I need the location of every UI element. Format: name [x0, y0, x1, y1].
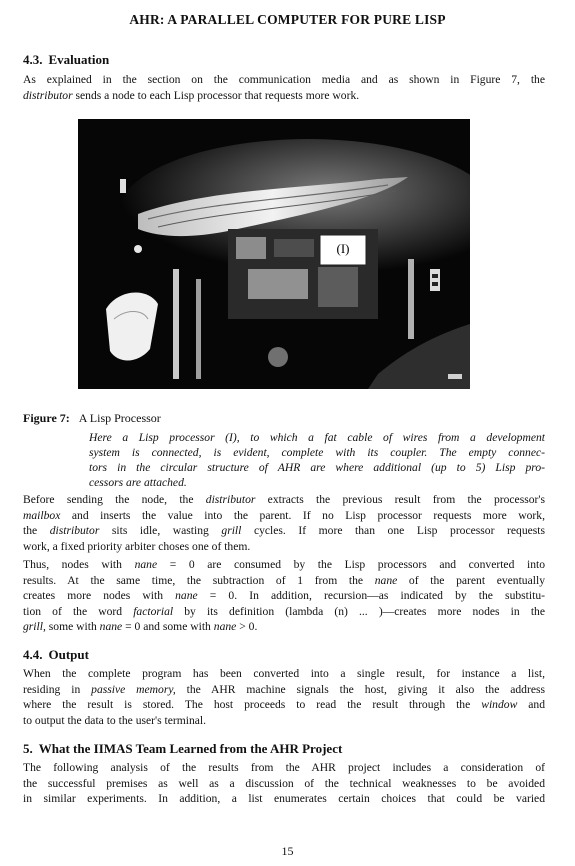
text-line [23, 573, 545, 589]
text-span: the AHR machine signals the host, giving it also the address [175, 682, 545, 696]
text-line [23, 682, 545, 698]
text-line: When the complete program has been converted into a single result, for instance a list, [23, 667, 545, 680]
text-line [23, 588, 545, 604]
text-line [23, 557, 545, 573]
text-span: = 0 are consumed by the Lisp processors and converted into [157, 558, 545, 571]
caption-line: cessors are attached. [89, 476, 187, 489]
italic-term: distributor [23, 88, 73, 102]
italic-term: nane [99, 620, 123, 633]
text-line: The following analysis of the results from the AHR project includes a consideration of [23, 761, 545, 774]
figure-photo-lisp-processor [78, 119, 470, 389]
text-span: where the result is stored. The host proceeds to read the result through the [23, 698, 482, 711]
text-span: = 0. In addition, recursion—as indicated by the substitu- [197, 589, 545, 602]
section-heading-lessons [23, 741, 342, 757]
text-span: some with [45, 620, 100, 633]
italic-term: nane [175, 589, 198, 602]
text-span: and [517, 698, 545, 711]
text-span: = 0 and some with [122, 620, 214, 633]
figure-title: A Lisp Processor [78, 411, 161, 425]
paragraph-evaluation-intro [23, 72, 545, 103]
text-span: and inserts the value into the parent. If no Lisp processor requests more work, [60, 508, 545, 522]
text-span: extracts the previous result from the processor's [255, 493, 545, 506]
text-line: in similar experiments. In addition, a list enumerates certain choices that could be varied [23, 792, 545, 805]
running-head: AHR: A PARALLEL COMPUTER FOR PURE LISP [129, 12, 446, 27]
paragraph-lessons [23, 760, 545, 807]
italic-term: window [481, 698, 518, 711]
text-line [23, 697, 545, 713]
italic-term: distributor [205, 493, 256, 506]
section-title: Evaluation [48, 52, 110, 67]
section-number: 4.3. [23, 52, 43, 67]
text-span: cycles. If more than one Lisp processor requests [241, 524, 545, 537]
paragraph-output [23, 666, 545, 728]
text-span: by its definition (lambda (n) ... )—creates more nodes in the [173, 604, 545, 618]
text-line: the successful premises as well as a discussion of the technical weaknesses to be avoided [23, 776, 545, 790]
caption-line: Here a Lisp processor (I), to which a fat cable of wires from a development [89, 431, 545, 444]
italic-term: nane [134, 558, 158, 571]
figure-caption-heading [23, 411, 161, 426]
italic-term: nane [213, 620, 237, 633]
paragraph-nodes [23, 557, 545, 635]
section-heading-output [23, 647, 89, 663]
text-line [23, 508, 545, 524]
text-line [23, 88, 545, 104]
section-title: What the IIMAS Team Learned from the AHR Project [38, 741, 343, 756]
italic-term: distributor [49, 524, 100, 537]
text-line: to output the data to the user's terminal. [23, 713, 207, 727]
figure-caption-body [89, 430, 545, 490]
section-title: Output [48, 647, 89, 662]
text-span: tion of the word [23, 604, 134, 618]
caption-line: system is connected, is evident, complete with its coupler. The empty connec- [89, 446, 545, 459]
italic-term: factorial [133, 604, 174, 618]
text-span: results. At the same time, the subtraction of 1 from the [23, 573, 375, 587]
text-span: > 0. [236, 620, 258, 633]
section-heading-evaluation [23, 52, 109, 68]
text-line [23, 523, 545, 539]
text-span: Thus, nodes with [23, 558, 135, 571]
text-span: of the parent eventually [397, 573, 545, 587]
text-line [23, 619, 545, 635]
text-line: As explained in the section on the communication media and as shown in Figure 7, the [23, 73, 545, 86]
text-span: the [23, 524, 50, 537]
caption-line: tors in the circular structure of AHR are where additional (up to 5) Lisp pro- [89, 461, 545, 474]
italic-term: passive memory, [91, 682, 176, 696]
text-line [23, 604, 545, 620]
text-line [23, 492, 545, 508]
figure-label: Figure 7: [23, 411, 70, 425]
paragraph-distributor [23, 492, 545, 554]
page-number: 15 [281, 844, 294, 858]
text-span: sits idle, wasting [99, 524, 222, 537]
text-span: sends a node to each Lisp processor that requests more work. [72, 88, 360, 102]
text-span: creates more nodes with [23, 589, 176, 602]
section-number: 4.4. [23, 647, 43, 662]
italic-term: grill [221, 524, 242, 537]
italic-term: nane [374, 573, 398, 587]
italic-term: grill, [23, 620, 46, 633]
photo-illustration [78, 119, 470, 389]
section-number: 5. [23, 741, 33, 756]
text-span: Before sending the node, the [23, 493, 206, 506]
text-span: residing in [23, 682, 92, 696]
italic-term: mailbox [23, 508, 61, 522]
processor-marker: (I) [336, 241, 350, 256]
text-line: work, a fixed priority arbiter choses one of them. [23, 539, 251, 553]
